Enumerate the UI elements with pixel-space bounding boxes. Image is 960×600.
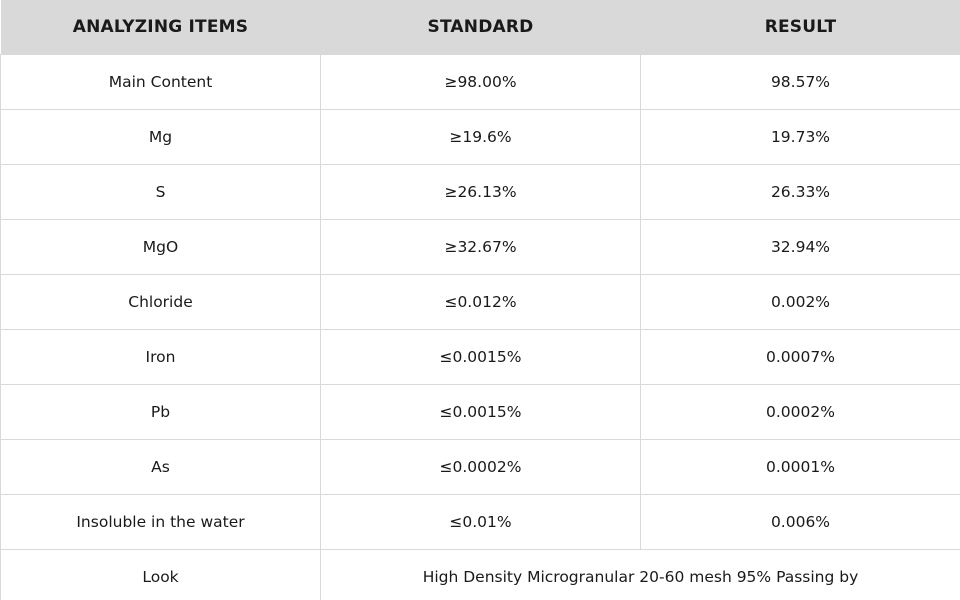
table-row xyxy=(1,110,960,165)
result-cell: 19.73% xyxy=(641,110,960,165)
look-row xyxy=(1,550,960,600)
header-analyzing-items: ANALYZING ITEMS xyxy=(1,0,321,55)
result-cell: 0.006% xyxy=(641,495,960,550)
table-header xyxy=(1,0,960,55)
result-cell: 98.57% xyxy=(641,55,960,110)
header-standard: STANDARD xyxy=(321,0,641,55)
standard-cell: ≤0.0015% xyxy=(321,330,641,385)
look-value-cell: High Density Microgranular 20-60 mesh 95% Passing by xyxy=(321,550,960,600)
item-cell: Mg xyxy=(1,110,321,165)
item-cell: S xyxy=(1,165,321,220)
table-row xyxy=(1,165,960,220)
standard-cell: ≤0.01% xyxy=(321,495,641,550)
standard-cell: ≤0.012% xyxy=(321,275,641,330)
item-cell: Pb xyxy=(1,385,321,440)
header-result: RESULT xyxy=(641,0,960,55)
item-cell: As xyxy=(1,440,321,495)
table-row xyxy=(1,495,960,550)
standard-cell: ≥19.6% xyxy=(321,110,641,165)
item-cell: Iron xyxy=(1,330,321,385)
item-cell: Insoluble in the water xyxy=(1,495,321,550)
table-body xyxy=(1,55,960,600)
look-item-cell: Look xyxy=(1,550,321,600)
result-cell: 0.0001% xyxy=(641,440,960,495)
table-row xyxy=(1,275,960,330)
table-row xyxy=(1,440,960,495)
result-cell: 26.33% xyxy=(641,165,960,220)
header-row xyxy=(1,0,960,55)
table-row xyxy=(1,385,960,440)
item-cell: Chloride xyxy=(1,275,321,330)
result-cell: 32.94% xyxy=(641,220,960,275)
result-cell: 0.0002% xyxy=(641,385,960,440)
result-cell: 0.002% xyxy=(641,275,960,330)
item-cell: Main Content xyxy=(1,55,321,110)
standard-cell: ≥32.67% xyxy=(321,220,641,275)
result-cell: 0.0007% xyxy=(641,330,960,385)
standard-cell: ≤0.0002% xyxy=(321,440,641,495)
table-row xyxy=(1,55,960,110)
table-row xyxy=(1,220,960,275)
standard-cell: ≥98.00% xyxy=(321,55,641,110)
table-row xyxy=(1,330,960,385)
item-cell: MgO xyxy=(1,220,321,275)
standard-cell: ≤0.0015% xyxy=(321,385,641,440)
standard-cell: ≥26.13% xyxy=(321,165,641,220)
